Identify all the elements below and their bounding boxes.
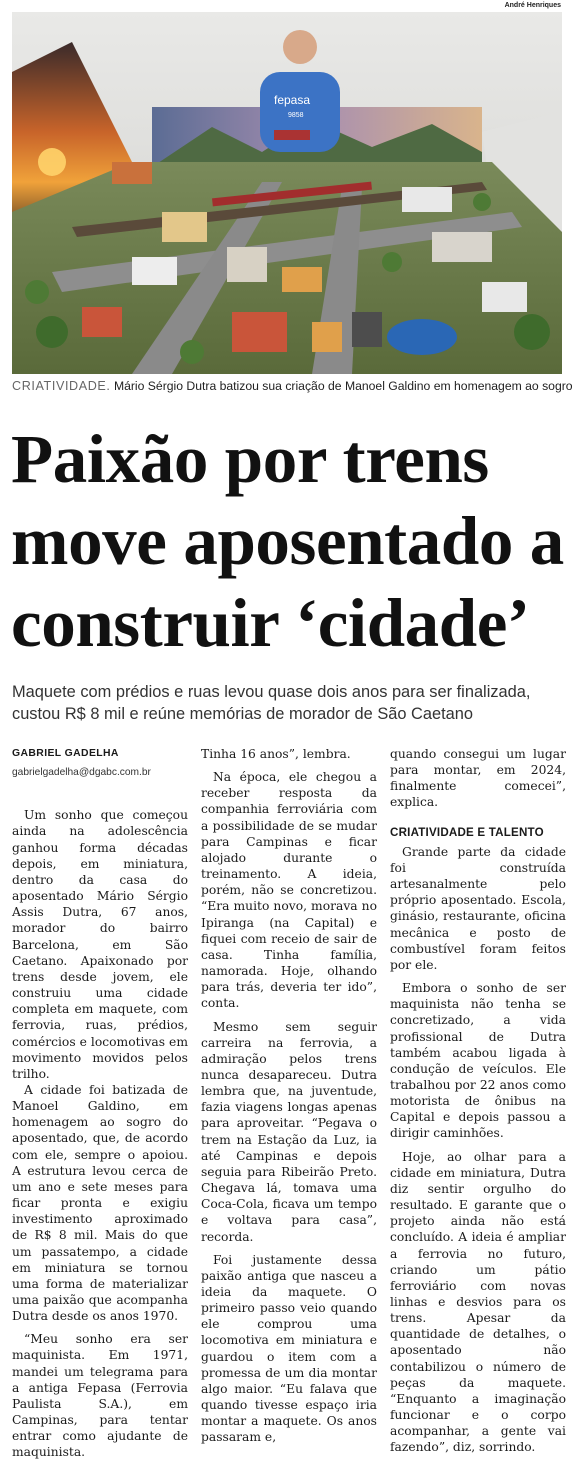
article-column-3 [390,746,566,1456]
paragraph: Grande parte da cidade foi construída artesanalmente pelo próprio aposentado. Escola, ginásio, restaurante, oficina mecânica e posto de combustível foram feitos por ele. [390,844,566,972]
photo-caption [12,379,573,393]
paragraph: Um sonho que começou ainda na adolescência ganhou forma décadas depois, em miniatura, dentro da casa do aposentado Mário Sérgio Assis Dutra, 67 anos, morador do bairro Barcelona, em São Caetano. Apaixonado por trens desde jovem, ele construiu uma cidade completa em maquete, com ferrovia, ruas, prédios, comércios e locomotivas em movimento movidos pelos trilho. [12,808,188,1081]
caption-text: Mário Sérgio Dutra batizou sua criação de Manoel Galdino em homenagem ao sogro [113,379,573,393]
deck-subtitle [12,681,572,725]
paragraph: quando consegui um lugar para montar, em 2024, finalmente comecei”, explica. [390,747,566,810]
deck-line-1: Maquete com prédios e ruas levou quase dois anos para ser finalizada, [12,683,531,701]
article-column-1 [12,746,188,1461]
deck-line-2: custou R$ 8 mil e reúne memórias de morador de São Caetano [12,705,474,723]
headline-line-1: Paixão por trens [11,421,489,497]
section-subhead: CRIATIVIDADE E TALENTO [390,825,544,839]
model-railway-photo [12,12,562,374]
paragraph: Mesmo sem seguir carreira na ferrovia, a admiração pelos trens nunca desapareceu. Dutra lembra que, na juventude, fazia viagens longas apenas para aproveitar. “Pegava o trem na Estação da Luz, ia até Campinas e depois seguia para Ribeirão Preto. Chegava lá, tomava uma Coca-Cola, ficava um tempo e voltava para casa”, recorda. [201,1019,377,1244]
photo-credit: André Henriques [504,2,561,9]
headline-line-3: construir ‘cidade’ [11,585,530,661]
byline-author: GABRIEL GADELHA [12,748,119,759]
byline-email: gabrielgadelha@dgabc.com.br [12,767,151,779]
article-photo [12,12,562,374]
paragraph: Embora o sonho de ser maquinista não tenha se concretizado, a vida profissional de Dutra também acabou ligada à condução de veículos. Ele trabalhou por 22 anos como motorista de ônibus na Capital e depois passou a dirigir caminhões. [390,981,566,1141]
shirt-text: fepasa [274,93,311,107]
caption-tag: CRIATIVIDADE. [12,379,111,393]
paragraph: Foi justamente dessa paixão antiga que nasceu a ideia da maquete. O primeiro passo veio quando ele comprou uma locomotiva em miniatura e guardou o item com a promessa de um dia montar algo maior. “Eu falava que quando tivesse espaço iria montar a maquete. Os anos passaram e, [201,1252,377,1445]
paragraph: Na época, ele chegou a receber resposta da companhia ferroviária com a possibilidade de se mudar para Campinas e ficar alojado durante o treinamento. A ideia, porém, não se concretizou. “Era muito novo, morava no Ipiranga (na Capital) e fiquei com receio de sair de casa. Tinha família, namorada. Hoje, olhando para trás, deveria ter ido”, conta. [201,770,377,1011]
headline-line-2: move aposentado a [11,503,564,579]
paragraph: Hoje, ao olhar para a cidade em miniatura, Dutra diz sentir orgulho do resultado. E garante que o projeto ainda não está concluído. A ideia é ampliar a ferrovia no futuro, criando um pátio ferroviário com novas linhas e desvios para os trens. Apesar da quantidade de detalhes, o aposentado não contabilizou o número de peças da maquete. “Enquanto a imaginação funcionar e o corpo acompanhar, a gente vai fazendo”, diz, sorrindo. [390,1149,566,1455]
shirt-number: 9858 [288,112,304,119]
paragraph: “Meu sonho era ser maquinista. Em 1971, mandei um telegrama para a antiga Fepasa (Ferrovia Paulista S.A.), em Campinas, para tentar entrar como ajudante de maquinista. [12,1332,188,1460]
paragraph: Tinha 16 anos”, lembra. [201,747,351,761]
article-column-2 [201,746,377,1446]
headline [11,418,571,664]
paragraph: A cidade foi batizada de Manoel Galdino, em homenagem ao sogro do aposentado, que, de acordo com ele, sempre o apoiou. A estrutura levou cerca de um ano e sete meses para ficar pronta e exigiu investimento aproximado de R$ 8 mil. Mais do que um passatempo, a cidade em miniatura se tornou uma forma de materializar uma paixão que acompanha Dutra desde os anos 1970. [12,1082,188,1324]
